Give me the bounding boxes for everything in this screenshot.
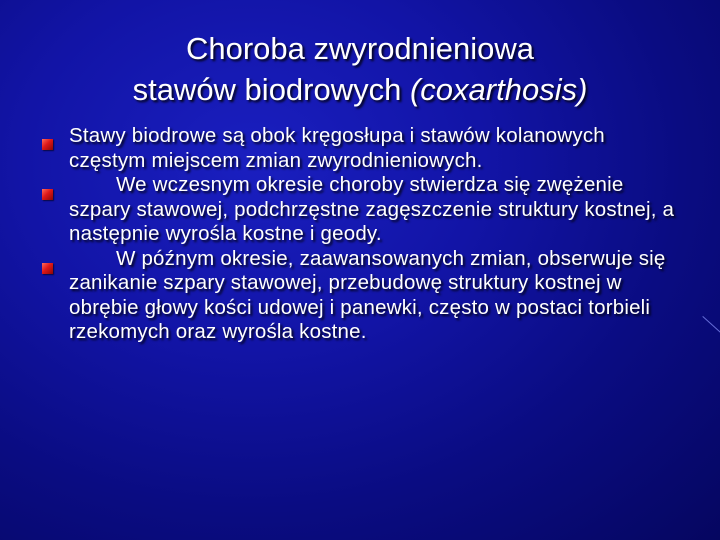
title-latin-term: (coxarthosis) (409, 72, 588, 107)
red-square-bullet-icon (42, 189, 53, 200)
bullet-list (0, 124, 720, 345)
bullet-item (0, 173, 681, 247)
slide-title (40, 28, 680, 110)
red-square-bullet-icon (42, 139, 53, 150)
red-square-bullet-icon (42, 263, 53, 274)
bullet-text: We wczesnym okresie choroby stwierdza się zwężenie szpary stawowej, podchrzęstne zagęszczenie struktury kostnej, a następnie wyrośla kostne i geody. (69, 173, 675, 245)
title-line-2-text: stawów biodrowych (132, 72, 410, 107)
title-line-1: Choroba zwyrodnieniowa (185, 31, 535, 66)
bullet-item (0, 247, 681, 345)
bullet-text: Stawy biodrowe są obok kręgosłupa i stawów kolanowych częstym miejscem zmian zwyrodnieniowych. (69, 124, 605, 172)
bullet-text: W późnym okresie, zaawansowanych zmian, obserwuje się zanikanie szpary stawowej, przebudowę struktury kostnej w obrębie głowy kości udowej i panewki, często w postaci torbieli rzekomych oraz wyrośla kostne. (69, 246, 666, 343)
title-line-2 (40, 69, 680, 110)
bullet-item (0, 124, 681, 173)
